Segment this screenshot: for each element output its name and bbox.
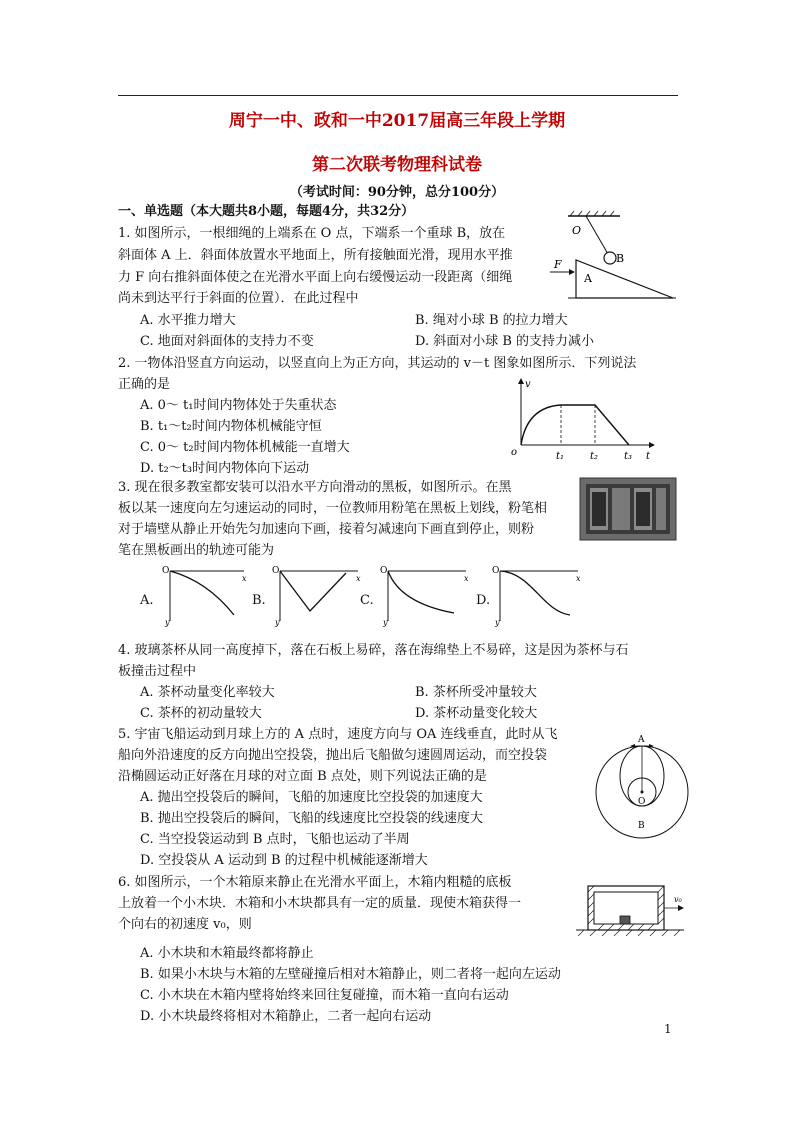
q3c-x: x (464, 574, 469, 583)
q3c-y: y (383, 618, 388, 627)
q5-label-a: A (638, 735, 645, 745)
q6-label-v0: v₀ (674, 895, 682, 904)
q4-option-d: D. 茶杯动量变化较大 (415, 706, 538, 721)
exam-info: （考试时间：90分钟，总分100分） (289, 185, 505, 200)
q1-label-a: A (584, 272, 592, 285)
q3-option-c: C. (360, 593, 374, 608)
q1-line1: 1. 如图所示，一根细绳的上端系在 O 点，下端系一个重球 B，放在 (118, 226, 506, 241)
q2-line1: 2. 一物体沿竖直方向运动，以竖直向上为正方向，其运动的 v－t 图象如图所示．下列说法 (118, 356, 637, 371)
q3c-o: O (380, 566, 388, 576)
q2-label-t2: t₂ (590, 451, 599, 462)
q2-label-t: t (646, 451, 651, 462)
q3-line3: 对于墙壁从静止开始先匀加速向下画，接着匀减速向下画直到停止，则粉 (118, 522, 535, 537)
q3-line2: 板以某一速度向左匀速运动的同时，一位教师用粉笔在黑板上划线，粉笔相 (118, 501, 548, 516)
q5-line1: 5. 宇宙飞船运动到月球上方的 A 点时，速度方向与 OA 连线垂直，此时从飞 (118, 727, 558, 742)
q3b-o: O (272, 566, 280, 576)
q1-line3: 力 F 向右推斜面体使之在光滑水平面上向右缓慢运动一段距离（细绳 (118, 270, 513, 285)
q3a-o: O (162, 566, 170, 576)
q2-option-c: C. 0～ t₂时间内物体机械能一直增大 (140, 440, 350, 455)
q3-line4: 笔在黑板画出的轨迹可能为 (118, 543, 275, 558)
q5-label-o: O (638, 797, 646, 807)
q5-option-c: C. 当空投袋运动到 B 点时，飞船也运动了半周 (140, 832, 410, 847)
q5-label-b: B (638, 821, 645, 831)
q6-option-a: A. 小木块和木箱最终都将静止 (140, 946, 314, 961)
q3-option-a: A. (140, 593, 154, 608)
q3-option-b: B. (252, 593, 266, 608)
q3-option-d-graph (492, 563, 587, 625)
q2-option-d: D. t₂～t₃时间内物体向下运动 (140, 461, 310, 476)
q6-box-figure (574, 878, 688, 940)
q4-option-b: B. 茶杯所受冲量较大 (415, 685, 537, 700)
q1-label-f: F (554, 258, 562, 271)
q3a-x: x (242, 574, 247, 583)
q3-option-b-graph (272, 563, 367, 625)
q2-option-b: B. t₁～t₂时间内物体机械能守恒 (140, 419, 322, 434)
q6-option-d: D. 小木块最终将相对木箱静止，二者一起向右运动 (140, 1009, 432, 1024)
q2-label-t3: t₃ (624, 451, 633, 462)
q5-line2: 船向外沿速度的反方向抛出空投袋，抛出后飞船做匀速圆周运动，而空投袋 (118, 748, 548, 763)
q5-orbit-figure (592, 728, 692, 856)
q4-line2: 板撞击过程中 (118, 664, 197, 679)
q3d-o: O (492, 566, 500, 576)
q1-line4: 尚未到达平行于斜面的位置）．在此过程中 (118, 291, 359, 306)
q5-option-a: A. 抛出空投袋后的瞬间，飞船的加速度比空投袋的加速度大 (140, 790, 483, 805)
q4-line1: 4. 玻璃茶杯从同一高度掉下，落在石板上易碎，落在海绵垫上不易碎，这是因为茶杯与石 (118, 643, 629, 658)
q2-line2: 正确的是 (118, 377, 171, 392)
q6-option-c: C. 小木块在木箱内壁将始终来回往复碰撞，而木箱一直向右运动 (140, 988, 509, 1003)
q1-option-a: A. 水平推力增大 (140, 313, 236, 328)
q6-option-b: B. 如果小木块与木箱的左壁碰撞后相对木箱静止，则二者将一起向左运动 (140, 967, 561, 982)
q5-option-b: B. 抛出空投袋后的瞬间，飞船的线速度比空投袋的线速度大 (140, 811, 483, 826)
q3-blackboard-photo (578, 470, 678, 548)
q3d-x: x (576, 574, 581, 583)
q4-option-a: A. 茶杯动量变化率较大 (140, 685, 275, 700)
q4-option-c: C. 茶杯的初动量较大 (140, 706, 262, 721)
q1-option-b: B. 绳对小球 B 的拉力增大 (415, 313, 568, 328)
q5-line3: 沿椭圆运动正好落在月球的对立面 B 点处，则下列说法正确的是 (118, 769, 487, 784)
q2-label-o: o (511, 447, 518, 458)
q3-option-a-graph (162, 563, 252, 625)
section-heading: 一、单选题（本大题共8小题，每题4分，共32分） (118, 204, 415, 219)
q3-line1: 3. 现在很多教室都安装可以沿水平方向滑动的黑板，如图所示。在黑 (118, 480, 512, 495)
q2-label-v: v (525, 379, 531, 390)
q5-option-d: D. 空投袋从 A 运动到 B 的过程中机械能逐渐增大 (140, 853, 428, 868)
q2-label-t1: t₁ (556, 451, 565, 462)
q1-line2: 斜面体 A 上．斜面体放置水平地面上，所有接触面光滑，现用水平推 (118, 248, 513, 263)
q3b-x: x (356, 574, 361, 583)
q3b-y: y (275, 618, 280, 627)
q6-line2: 上放着一个小木块．木箱和小木块都具有一定的质量．现使木箱获得一 (118, 896, 522, 911)
q3-option-d: D. (476, 593, 491, 608)
q1-label-b: B (616, 252, 625, 265)
q3a-y: y (165, 618, 170, 627)
page-number: 1 (664, 1022, 672, 1036)
q6-line3: 个向右的初速度 v₀，则 (118, 917, 252, 932)
q1-label-o: O (572, 224, 582, 237)
q2-option-a: A. 0～ t₁时间内物体处于失重状态 (140, 398, 337, 413)
q3d-y: y (495, 618, 500, 627)
q1-option-c: C. 地面对斜面体的支持力不变 (140, 334, 314, 349)
header-rule (118, 95, 678, 96)
q6-line1: 6. 如图所示，一个木箱原来静止在光滑水平面上，木箱内粗糙的底板 (118, 875, 512, 890)
exam-title-line2: 第二次联考物理科试卷 (312, 155, 482, 175)
q1-option-d: D. 斜面对小球 B 的支持力减小 (415, 334, 595, 349)
q2-vt-graph (505, 375, 660, 465)
q3-option-c-graph (380, 563, 475, 625)
exam-title-line1: 周宁一中、政和一中2017届高三年段上学期 (228, 111, 566, 131)
q1-figure (548, 210, 678, 305)
